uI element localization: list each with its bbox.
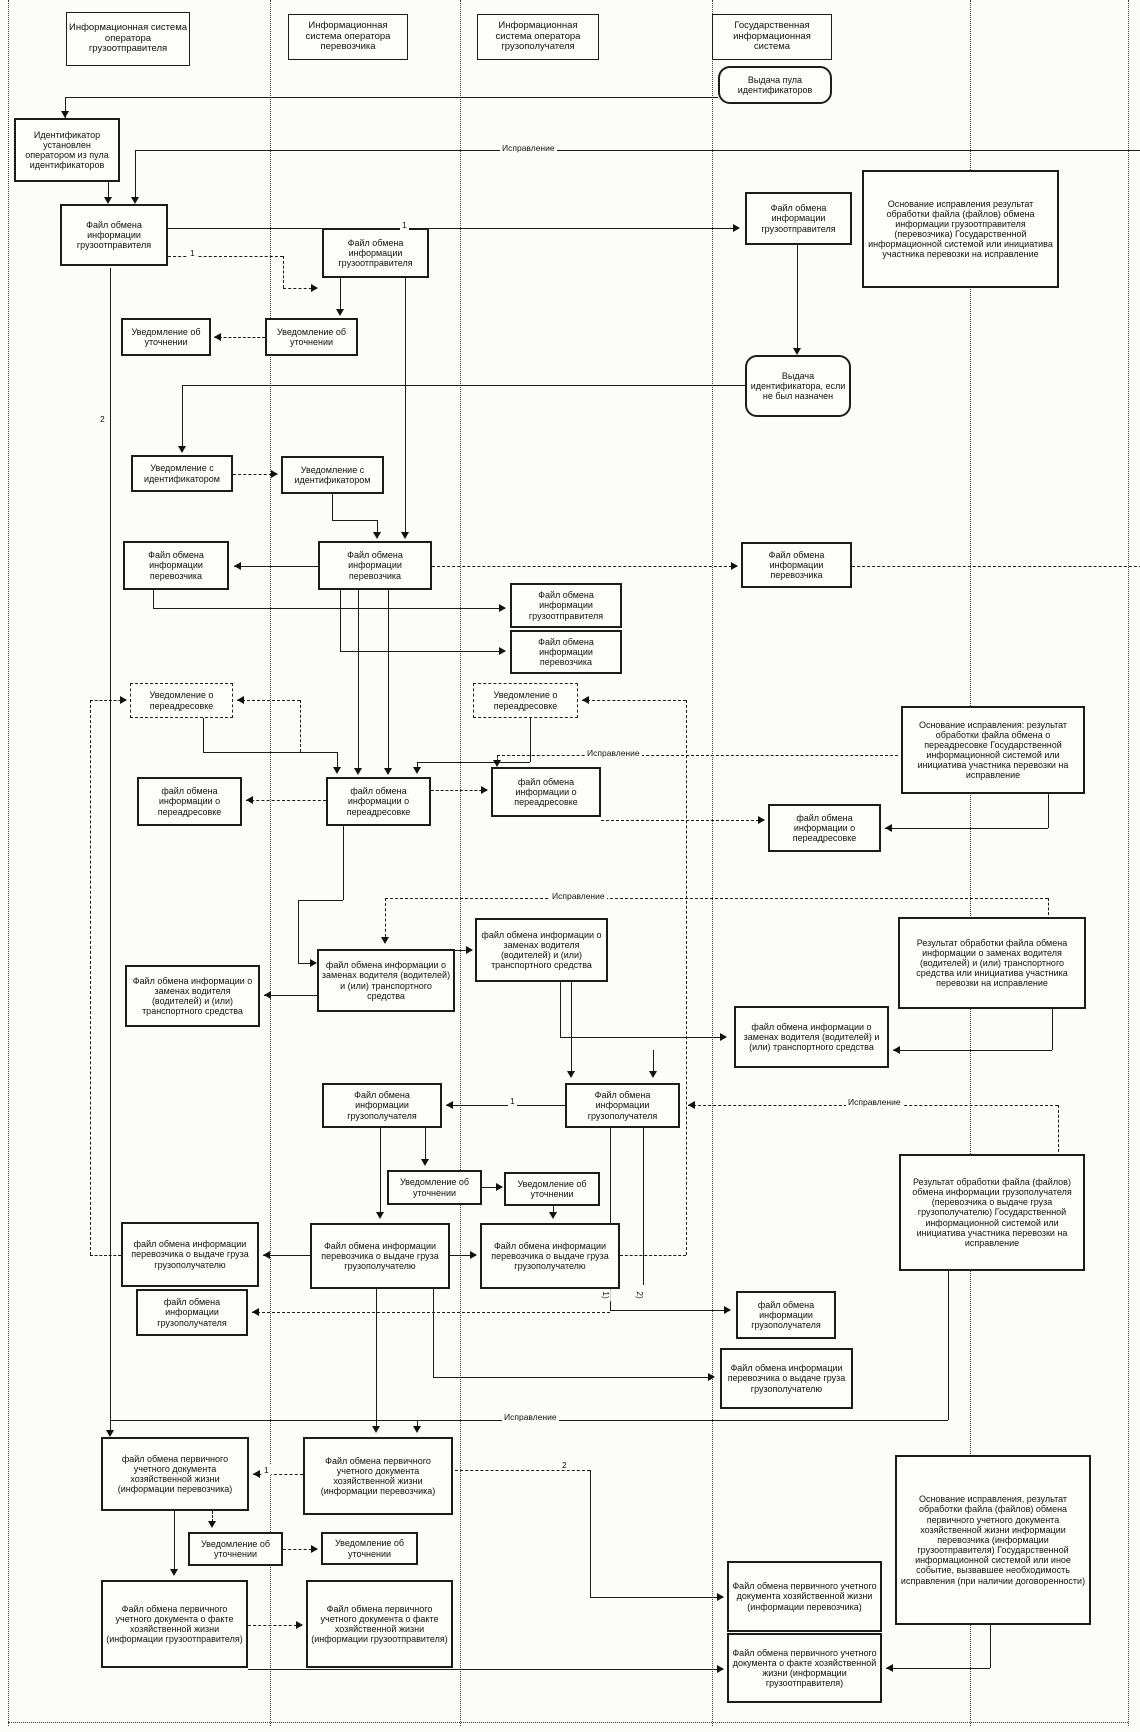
arrowhead: [886, 1664, 893, 1672]
box-driver-change-gis: файл обмена информации о заменах водителя (водителей) и (или) транспортного средства: [734, 1006, 889, 1068]
arrowhead: [793, 348, 801, 355]
line: [620, 1255, 686, 1256]
box-consignee-file-gis: файл обмена информации грузополучателя: [736, 1291, 836, 1339]
line: [601, 820, 764, 821]
sequence-number: 1: [510, 1096, 515, 1106]
arrowhead: [567, 1071, 575, 1078]
arrowhead: [708, 1373, 715, 1381]
line: [153, 608, 505, 609]
line: [417, 762, 530, 763]
line: [343, 826, 344, 900]
box-identifier-set: Идентификатор установлен оператором из пула идентификаторов: [14, 118, 120, 182]
arrowhead: [649, 1071, 657, 1078]
line: [948, 1271, 949, 1420]
line: [686, 700, 687, 1255]
box-consignee-file-lane1: файл обмена информации грузополучателя: [136, 1289, 248, 1336]
sequence-number: 2: [100, 414, 105, 424]
box-cargo-handover-lane1: файл обмена информации перевозчика о выдаче груза грузополучателю: [121, 1222, 259, 1287]
arrowhead: [372, 1426, 380, 1433]
box-readdress-file-gis: файл обмена информации о переадресовке: [768, 804, 881, 852]
line: [1048, 898, 1049, 915]
line: [248, 1625, 302, 1626]
line: [385, 898, 1048, 899]
line: [380, 1128, 381, 1217]
line: [182, 385, 745, 386]
line: [582, 700, 686, 701]
lane-header-shipper: Информационная система оператора грузоотправителя: [66, 12, 190, 66]
lifeline: [1128, 0, 1129, 1726]
box-primary-doc-fact-gis: Файл обмена первичного учетного документа о факте хозяйственной жизни (информации грузоотправителя): [727, 1633, 882, 1703]
line: [182, 385, 183, 451]
line: [893, 1050, 1052, 1051]
box-readdress-notice-lane1: Уведомление о переадресовке: [130, 683, 233, 718]
line: [432, 566, 737, 567]
arrowhead: [446, 1101, 453, 1109]
box-driver-change-lane3: файл обмена информации о заменах водителя (водителей) и (или) транспортного средства: [475, 918, 608, 982]
line: [283, 256, 284, 288]
line: [797, 245, 798, 353]
box-notice-with-id-lane2: Уведомление с идентификатором: [281, 456, 384, 494]
box-notice-with-id-lane1: Уведомление с идентификатором: [131, 455, 233, 492]
line: [610, 1310, 730, 1311]
box-primary-doc-lane1: файл обмена первичного учетного документа хозяйственной жизни (информации перевозчика): [101, 1437, 249, 1511]
arrowhead: [470, 1251, 477, 1259]
arrowhead: [237, 696, 244, 704]
lane-header-gis: Государственная информационная система: [712, 14, 832, 60]
arrowhead: [246, 796, 253, 804]
arrowhead: [296, 1621, 303, 1629]
line: [203, 752, 337, 753]
arrowhead: [413, 1426, 421, 1433]
line: [332, 494, 333, 520]
line: [1058, 1105, 1059, 1152]
box-readdress-notice-lane3: Уведомление о переадресовке: [473, 683, 578, 718]
note-consignee-processing: Результат обработки файла (файлов) обмена информации грузополучателя (перевозчика о выдаче груза грузополучателю) Государственной информационной системой или инициатива участника перевозки на исправление: [899, 1154, 1085, 1271]
box-clarification-notice-lane1: Уведомление об уточнении: [121, 318, 211, 356]
box-readdress-file-lane1: файл обмена информации о переадресовке: [137, 777, 242, 826]
sequence-number: 1: [402, 220, 407, 230]
line: [376, 1289, 377, 1431]
line: [388, 590, 389, 772]
arrowhead: [582, 696, 589, 704]
arrowhead: [214, 333, 221, 341]
line: [252, 1312, 610, 1313]
line: [590, 1597, 723, 1598]
lifeline: [8, 0, 9, 1726]
box-shipper-file-lane2: Файл обмена информации грузоотправителя: [322, 228, 429, 278]
line: [65, 97, 718, 98]
line: [264, 995, 317, 996]
arrowhead: [373, 532, 381, 539]
arrowhead: [170, 1569, 178, 1576]
line: [340, 278, 341, 312]
arrowhead: [333, 767, 341, 774]
line: [385, 898, 386, 942]
line: [203, 718, 204, 752]
arrowhead: [381, 937, 389, 944]
arrowhead: [731, 562, 738, 570]
line: [300, 700, 301, 752]
note-correction-basis-shipper: Основание исправления результат обработки файла (файлов) обмена информации грузоотправителя (перевозчика) Государственной информационной системой или инициатива участника перевозки на исправление: [862, 170, 1059, 288]
box-primary-doc-fact-lane2: Файл обмена первичного учетного документа о факте хозяйственной жизни (информации грузоотправителя): [306, 1580, 453, 1668]
line: [405, 278, 406, 536]
arrowhead: [717, 1665, 724, 1673]
box-driver-change-lane2: файл обмена информации о заменах водителя (водителей) и (или) транспортного средства: [317, 949, 455, 1012]
box-carrier-file-lane1: Файл обмена информации перевозчика: [123, 541, 229, 590]
arrowhead: [310, 959, 317, 967]
lifeline: [460, 0, 461, 1726]
line: [990, 1625, 991, 1668]
box-clarification-notice-lane1b: Уведомление об уточнении: [188, 1532, 283, 1566]
box-readdress-file-lane2: файл обмена информации о переадресовке: [326, 777, 431, 826]
arrowhead: [688, 1101, 695, 1109]
line: [497, 755, 898, 756]
arrowhead: [252, 1308, 259, 1316]
line: [110, 268, 111, 1420]
arrowhead: [720, 1033, 727, 1041]
arrowhead: [354, 768, 362, 775]
arrowhead: [336, 309, 344, 316]
line: [340, 651, 505, 652]
sequence-number: 2: [562, 1460, 567, 1470]
arrowhead: [466, 946, 473, 954]
arrowhead: [311, 1545, 318, 1553]
arrowhead: [271, 470, 278, 478]
box-shipper-file-lane1: Файл обмена информации грузоотправителя: [60, 204, 168, 266]
line: [560, 1037, 726, 1038]
arrowhead: [131, 197, 139, 204]
arrowhead: [496, 1183, 503, 1191]
line: [135, 150, 136, 202]
arrowhead: [758, 816, 765, 824]
box-readdress-file-lane3: файл обмена информации о переадресовке: [491, 767, 601, 817]
box-cargo-handover-lane2: Файл обмена информации перевозчика о выдаче груза грузополучателю: [310, 1223, 450, 1289]
line: [90, 700, 91, 1255]
arrowhead: [264, 991, 271, 999]
line: [852, 566, 1140, 567]
arrowhead: [208, 1521, 216, 1528]
arrowhead: [717, 1593, 724, 1601]
line: [446, 1105, 565, 1106]
box-clarification-notice-lane3: Уведомление об уточнении: [504, 1172, 600, 1206]
box-issue-id-pool: Выдача пула идентификаторов: [718, 66, 832, 104]
box-clarification-notice-lane2: Уведомление об уточнении: [265, 318, 358, 356]
box-clarification-notice-lane2b: Уведомление об уточнении: [387, 1170, 482, 1205]
line: [234, 566, 318, 567]
arrowhead: [499, 647, 506, 655]
line: [90, 1255, 121, 1256]
sequence-number: 2): [634, 1291, 645, 1299]
box-driver-change-lane1: Файл обмена информации о заменах водителя (водителей) и (или) транспортного средства: [125, 965, 260, 1027]
line: [433, 1289, 434, 1377]
line: [590, 1470, 591, 1597]
line: [358, 590, 359, 772]
arrowhead: [499, 604, 506, 612]
line: [237, 700, 300, 701]
arrowhead: [178, 446, 186, 453]
arrowhead: [120, 696, 127, 704]
lifeline: [8, 1722, 1128, 1723]
line: [886, 1668, 990, 1669]
line: [153, 590, 154, 608]
arrowhead: [724, 1306, 731, 1314]
sequence-number: 1): [600, 1291, 611, 1299]
line: [1048, 793, 1049, 828]
arrowhead: [481, 786, 488, 794]
arrowhead: [384, 768, 392, 775]
arrowhead: [234, 562, 241, 570]
line: [560, 982, 561, 1037]
sequence-number: 1: [190, 248, 195, 258]
line: [214, 337, 265, 338]
arrowhead: [61, 111, 69, 118]
arrowhead: [493, 760, 501, 767]
arrowhead: [311, 284, 318, 292]
line: [571, 982, 572, 1076]
lane-header-consignee: Информационная система оператора грузополучателя: [477, 14, 599, 60]
box-cargo-handover-gis: Файл обмена информации перевозчика о выдаче груза грузополучателю: [720, 1348, 853, 1409]
box-shipper-file-lane3: Файл обмена информации грузоотправителя: [510, 583, 622, 628]
line: [135, 150, 1140, 151]
correction-label: Исправление: [502, 143, 555, 153]
line: [168, 256, 283, 257]
line: [174, 1511, 175, 1574]
box-primary-doc-gis: Файл обмена первичного учетного документа хозяйственной жизни (информации перевозчика): [727, 1561, 882, 1632]
sequence-number: 1: [264, 1465, 269, 1475]
line: [168, 228, 738, 229]
correction-label: Исправление: [848, 1097, 901, 1107]
line: [298, 900, 299, 963]
line: [253, 1474, 303, 1475]
arrowhead: [263, 1251, 270, 1259]
box-clarification-notice-lane2c: Уведомление об уточнении: [321, 1532, 418, 1565]
box-carrier-file-lane3: Файл обмена информации перевозчика: [510, 630, 622, 674]
box-cargo-handover-lane3: Файл обмена информации перевозчика о выдаче груза грузополучателю: [480, 1223, 620, 1289]
note-driver-change-processing: Результат обработки файла обмена информации о заменах водителя (водителей) и (или) транспортного средства или инициатива участника перевозки на исправление: [898, 917, 1086, 1009]
line: [1052, 1009, 1053, 1050]
arrowhead: [253, 1470, 260, 1478]
line: [246, 800, 326, 801]
box-primary-doc-lane2: Файл обмена первичного учетного документа хозяйственной жизни (информации перевозчика): [303, 1437, 453, 1515]
line: [431, 790, 487, 791]
arrowhead: [893, 1046, 900, 1054]
arrowhead: [733, 224, 740, 232]
arrowhead: [549, 1212, 557, 1219]
arrowhead: [401, 532, 409, 539]
line: [263, 1255, 310, 1256]
box-consignee-file-lane3: Файл обмена информации грузополучателя: [565, 1083, 680, 1128]
note-correction-basis-primary-doc: Основание исправления, результат обработки файла (файлов) обмена первичного учетного документа хозяйственной жизни информации перевозчика (информации грузоотправителя) Государственной информационной системой или иное событие, вызвавшее необходимость исправления (при наличии договоренности): [895, 1455, 1091, 1625]
line: [340, 590, 341, 651]
line: [885, 828, 1048, 829]
line: [643, 1128, 644, 1285]
line: [298, 900, 343, 901]
correction-label: Исправление: [504, 1412, 557, 1422]
line: [433, 1377, 714, 1378]
correction-label: Исправление: [552, 891, 605, 901]
line: [332, 520, 377, 521]
box-carrier-file-gis: Файл обмена информации перевозчика: [741, 542, 852, 588]
lifeline: [712, 0, 713, 1726]
box-shipper-file-gis: Файл обмена информации грузоотправителя: [745, 192, 852, 245]
line: [248, 1669, 723, 1670]
box-carrier-file-lane2: Файл обмена информации перевозчика: [318, 541, 432, 590]
arrowhead: [106, 1430, 114, 1437]
lane-header-carrier: Информационная система оператора перевозчика: [288, 14, 408, 60]
box-issue-identifier: Выдача идентификатора, если не был назначен: [745, 355, 851, 417]
arrowhead: [376, 1212, 384, 1219]
note-correction-basis-readdress: Основание исправления: результат обработки файла обмена о переадресовке Государственной информационной системой или инициатива участника перевозки на исправление: [901, 706, 1085, 794]
arrowhead: [421, 1159, 429, 1166]
line: [455, 1470, 590, 1471]
correction-label: Исправление: [587, 748, 640, 758]
arrowhead: [104, 197, 112, 204]
box-consignee-file-lane2: Файл обмена информации грузополучателя: [322, 1083, 442, 1128]
arrowhead: [413, 767, 421, 774]
box-primary-doc-fact-lane1: Файл обмена первичного учетного документа о факте хозяйственной жизни (информации грузоотправителя): [101, 1580, 248, 1668]
arrowhead: [885, 824, 892, 832]
